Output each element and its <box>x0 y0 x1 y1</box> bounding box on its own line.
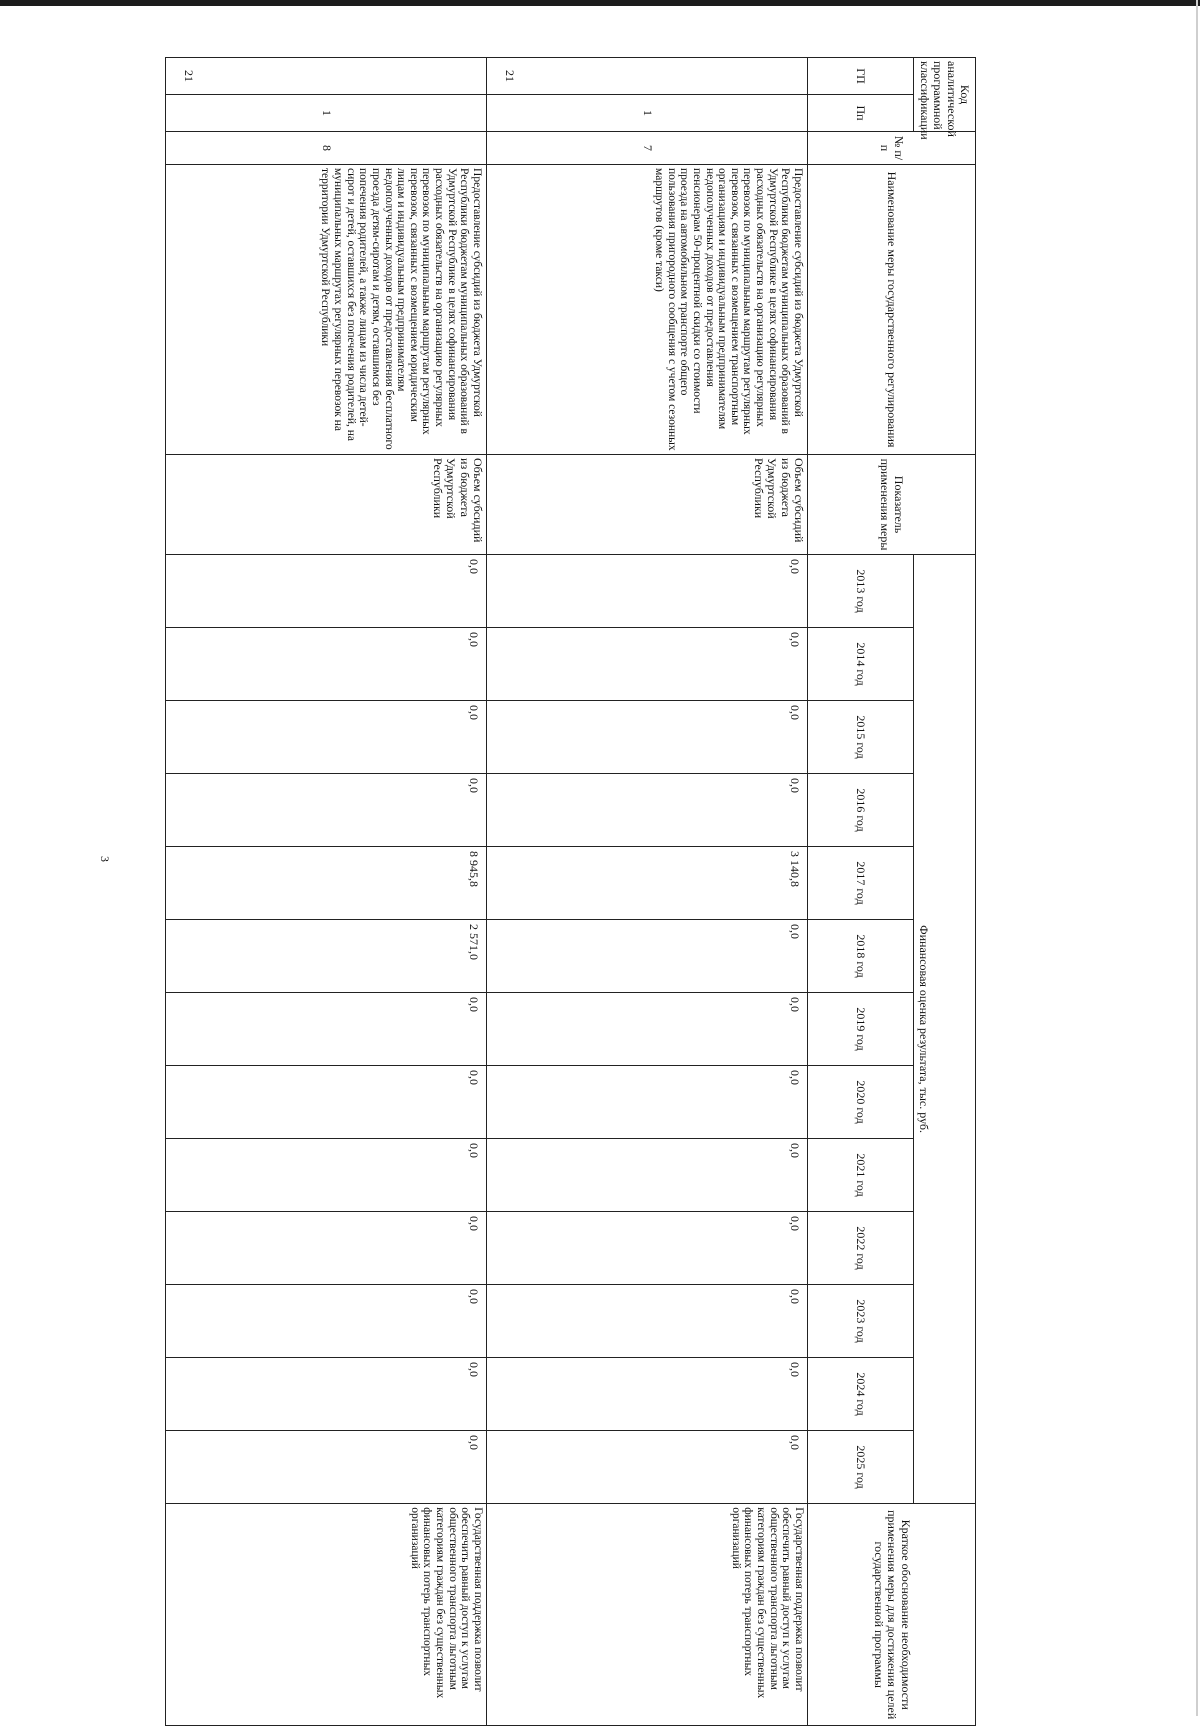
header-year: 2022 год <box>808 1212 914 1285</box>
cell-value: 0,0 <box>487 1066 808 1139</box>
cell-value: 0,0 <box>166 628 487 701</box>
page-number: 3 <box>98 856 112 862</box>
cell-gp: 21 <box>487 58 808 95</box>
header-justification: Краткое обоснование необходимости применения меры для достижения целей государственной программы <box>808 1504 976 1726</box>
cell-measure: Предоставление субсидий из бюджета Удмуртской Республики бюджетам муниципальных образований в Удмуртской Республике в целях софинансирования расходных обязательств на организацию регулярных перевозок по муниципальным маршрутам регулярных перевозок, связанных с возмещением транспортным организациям и индивидуальным предпринимателям недополученных доходов от предоставления пенсионерам 50-процентной скидки со стоимости проезда на автомобильном транспорте общего пользования пригородного сообщения с учетом сезонных маршрутов (кроме такси) <box>487 165 808 455</box>
document-page <box>166 57 976 1720</box>
cell-indicator: Объем субсидий из бюджета Удмуртской Республики <box>166 455 487 555</box>
cell-value: 0,0 <box>166 1285 487 1358</box>
measures-table <box>165 57 976 1726</box>
cell-justification: Государственная поддержка позволит обеспечить равный доступ к услугам общественного транспорта льготным категориям граждан без существенных финансовых потерь транспортных организаций <box>166 1504 487 1726</box>
header-year: 2015 год <box>808 701 914 774</box>
header-indicator: Показатель применения меры <box>808 455 976 555</box>
cell-value: 0,0 <box>166 555 487 628</box>
cell-num: 8 <box>166 132 487 165</box>
cell-value: 0,0 <box>487 1285 808 1358</box>
header-year: 2014 год <box>808 628 914 701</box>
scan-top-edge <box>0 0 1200 6</box>
header-year: 2017 год <box>808 847 914 920</box>
cell-justification: Государственная поддержка позволит обеспечить равный доступ к услугам общественного транспорта льготным категориям граждан без существенных финансовых потерь транспортных организаций <box>487 1504 808 1726</box>
header-year: 2021 год <box>808 1139 914 1212</box>
cell-value: 3 140,8 <box>487 847 808 920</box>
cell-value: 0,0 <box>487 555 808 628</box>
cell-value: 2 571,0 <box>166 920 487 993</box>
cell-pp: 1 <box>487 95 808 132</box>
cell-value: 0,0 <box>166 993 487 1066</box>
cell-value: 0,0 <box>487 701 808 774</box>
cell-pp: 1 <box>166 95 487 132</box>
cell-value: 0,0 <box>166 774 487 847</box>
header-year: 2018 год <box>808 920 914 993</box>
header-num: № п/п <box>808 132 976 165</box>
header-pp: Пп <box>808 95 914 132</box>
cell-measure: Предоставление субсидий из бюджета Удмуртской Республики бюджетам муниципальных образований в Удмуртской Республике в целях софинансирования расходных обязательств на организацию регулярных перевозок по муниципальным маршрутам регулярных перевозок, связанных с возмещением юридическим лицам и индивидуальным предпринимателям недополученных доходов от предоставления бесплатного проезда детям-сиротам и детям, оставшимся без попечения родителей, а также лицам из числа детей-сирот и детей, оставшихся без попечения родителей, на муниципальных маршрутах регулярных перевозок на территории Удмуртской Республики <box>166 165 487 455</box>
scan-right-edge <box>1196 0 1198 1716</box>
cell-value: 8 945,8 <box>166 847 487 920</box>
header-year: 2016 год <box>808 774 914 847</box>
cell-value: 0,0 <box>487 628 808 701</box>
table-row <box>166 58 487 1726</box>
header-financial: Финансовая оценка результата, тыс. руб. <box>914 555 976 1504</box>
cell-value: 0,0 <box>487 1212 808 1285</box>
cell-value: 0,0 <box>487 1139 808 1212</box>
header-year: 2013 год <box>808 555 914 628</box>
header-year: 2024 год <box>808 1358 914 1431</box>
header-year: 2023 год <box>808 1285 914 1358</box>
header-year: 2025 год <box>808 1431 914 1504</box>
cell-value: 0,0 <box>166 1139 487 1212</box>
header-year: 2020 год <box>808 1066 914 1139</box>
cell-value: 0,0 <box>487 1431 808 1504</box>
cell-gp: 21 <box>166 58 487 95</box>
cell-value: 0,0 <box>166 1066 487 1139</box>
cell-value: 0,0 <box>487 993 808 1066</box>
table-row <box>487 58 808 1726</box>
header-gp: ГП <box>808 58 914 95</box>
cell-value: 0,0 <box>487 920 808 993</box>
cell-num: 7 <box>487 132 808 165</box>
cell-value: 0,0 <box>166 1358 487 1431</box>
cell-value: 0,0 <box>166 1431 487 1504</box>
header-measure-name: Наименование меры государственного регулирования <box>808 165 976 455</box>
header-code: Код аналитической программной классификации <box>914 58 976 132</box>
header-year: 2019 год <box>808 993 914 1066</box>
cell-value: 0,0 <box>487 1358 808 1431</box>
cell-value: 0,0 <box>166 1212 487 1285</box>
cell-value: 0,0 <box>487 774 808 847</box>
cell-indicator: Объем субсидий из бюджета Удмуртской Республики <box>487 455 808 555</box>
cell-value: 0,0 <box>166 701 487 774</box>
